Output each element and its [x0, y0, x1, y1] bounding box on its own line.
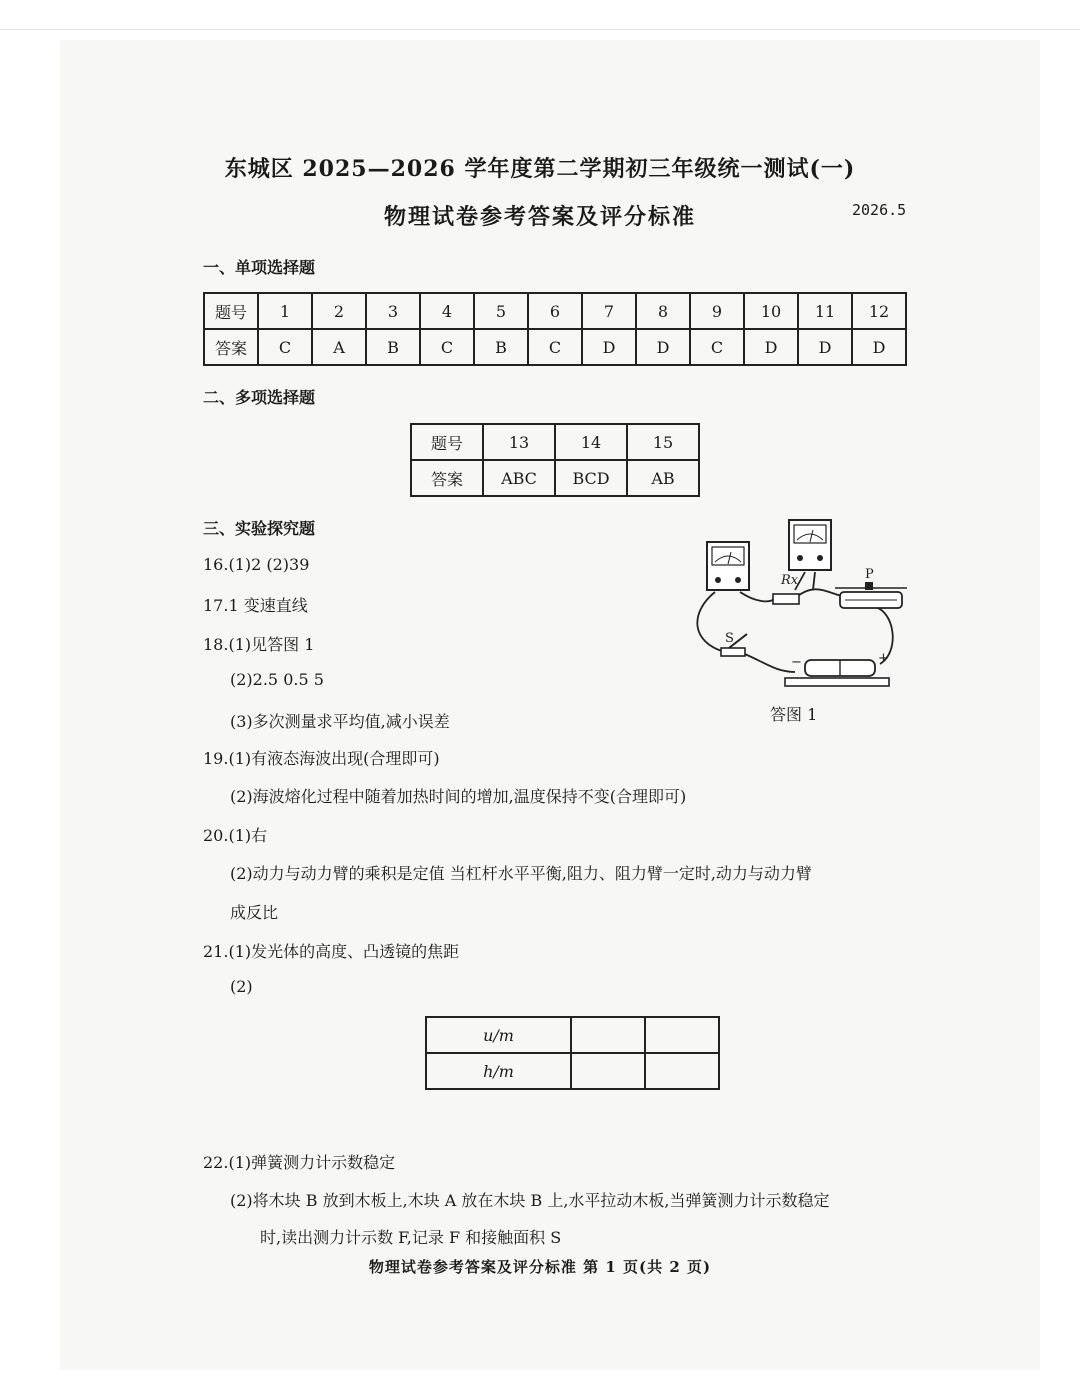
answer-line-22-1: 22.(1)弹簧测力计示数稳定 — [203, 1153, 396, 1172]
question-number: 3 — [366, 293, 420, 329]
answer-line-21-1: 21.(1)发光体的高度、凸透镜的焦距 — [203, 942, 460, 961]
answer-line-22-2: (2)将木块 B 放到木板上,木块 A 放在木块 B 上,水平拉动木板,当弹簧测力计示数稳定 — [230, 1191, 830, 1210]
wire — [795, 589, 845, 598]
table-row — [426, 1017, 719, 1053]
switch-label: S — [725, 631, 734, 646]
resistor-label: Rx — [781, 573, 799, 588]
answer-line-18-3: (3)多次测量求平均值,减小误差 — [230, 712, 450, 731]
answer-cell: D — [744, 329, 798, 365]
question-number: 7 — [582, 293, 636, 329]
question-number: 13 — [483, 424, 555, 460]
answer-line-17: 17.1 变速直线 — [203, 596, 308, 615]
page-footer: 物理试卷参考答案及评分标准 第 1 页(共 2 页) — [368, 1258, 712, 1276]
answer-line-21-2: (2) — [230, 977, 253, 996]
row-label: 题号 — [204, 293, 258, 329]
answer-cell: B — [474, 329, 528, 365]
answer-cell: C — [420, 329, 474, 365]
section2-heading: 二、多项选择题 — [203, 388, 316, 407]
wire — [740, 652, 795, 672]
question-number: 6 — [528, 293, 582, 329]
question-number: 10 — [744, 293, 798, 329]
question-number: 11 — [798, 293, 852, 329]
answer-cell: D — [582, 329, 636, 365]
top-divider — [0, 29, 1080, 30]
number-row — [204, 293, 906, 329]
empty-cell — [645, 1017, 719, 1053]
row-label: 答案 — [204, 329, 258, 365]
exam-date: 2026.5 — [852, 201, 907, 219]
question-number: 8 — [636, 293, 690, 329]
empty-cell — [645, 1053, 719, 1089]
answer-cell: ABC — [483, 460, 555, 496]
answer-line-19-2: (2)海波熔化过程中随着加热时间的增加,温度保持不变(合理即可) — [230, 787, 687, 806]
answer-line-20-1: 20.(1)右 — [203, 826, 268, 845]
wire — [697, 592, 725, 652]
answer-cell: D — [852, 329, 906, 365]
question-number: 1 — [258, 293, 312, 329]
answer-cell: AB — [627, 460, 699, 496]
exam-subtitle: 物理试卷参考答案及评分标准 — [383, 204, 696, 230]
question-number: 12 — [852, 293, 906, 329]
battery-plus-label: + — [878, 651, 889, 666]
battery-icon — [785, 651, 889, 686]
table-row — [426, 1053, 719, 1089]
answer-cell: C — [258, 329, 312, 365]
answer-line-22-2-cont: 时,读出测力计示数 F,记录 F 和接触面积 S — [260, 1228, 562, 1247]
answer-cell: B — [366, 329, 420, 365]
rheostat-icon — [835, 567, 907, 608]
row-label: 答案 — [411, 460, 483, 496]
number-row — [411, 424, 699, 460]
circuit-diagram — [685, 512, 920, 702]
question-number: 2 — [312, 293, 366, 329]
answer-line-18-2: (2)2.5 0.5 5 — [230, 670, 324, 689]
answer-line-20-2-cont: 成反比 — [230, 903, 279, 922]
answer-row — [411, 460, 699, 496]
voltmeter-icon — [789, 520, 831, 570]
answer-cell: C — [528, 329, 582, 365]
question-number: 14 — [555, 424, 627, 460]
answer-cell: D — [798, 329, 852, 365]
wire — [740, 592, 775, 601]
single-choice-table — [203, 292, 907, 366]
multi-choice-table — [410, 423, 700, 497]
section1-heading: 一、单项选择题 — [203, 258, 316, 277]
answer-line-16: 16.(1)2 (2)39 — [203, 555, 310, 574]
answer-cell: D — [636, 329, 690, 365]
question-number: 15 — [627, 424, 699, 460]
data-record-table — [425, 1016, 720, 1090]
question-number: 4 — [420, 293, 474, 329]
question-number: 5 — [474, 293, 528, 329]
row-header-u: u/m — [426, 1017, 571, 1053]
battery-minus-label: − — [791, 655, 802, 670]
answer-line-19-1: 19.(1)有液态海波出现(合理即可) — [203, 749, 440, 768]
answer-row — [204, 329, 906, 365]
question-number: 9 — [690, 293, 744, 329]
row-header-h: h/m — [426, 1053, 571, 1089]
slider-label: P — [865, 567, 874, 582]
row-label: 题号 — [411, 424, 483, 460]
answer-cell: BCD — [555, 460, 627, 496]
answer-line-18-1: 18.(1)见答图 1 — [203, 635, 315, 654]
answer-cell: A — [312, 329, 366, 365]
empty-cell — [571, 1053, 645, 1089]
exam-title: 东城区 2025—2026 学年度第二学期初三年级统一测试(一) — [224, 156, 856, 182]
wire — [813, 572, 815, 590]
answer-line-20-2: (2)动力与动力臂的乘积是定值 当杠杆水平平衡,阻力、阻力臂一定时,动力与动力臂 — [230, 864, 812, 883]
figure-caption: 答图 1 — [770, 705, 818, 724]
answer-cell: C — [690, 329, 744, 365]
ammeter-icon — [707, 542, 749, 590]
switch-icon — [721, 631, 747, 656]
empty-cell — [571, 1017, 645, 1053]
section3-heading: 三、实验探究题 — [203, 519, 316, 538]
